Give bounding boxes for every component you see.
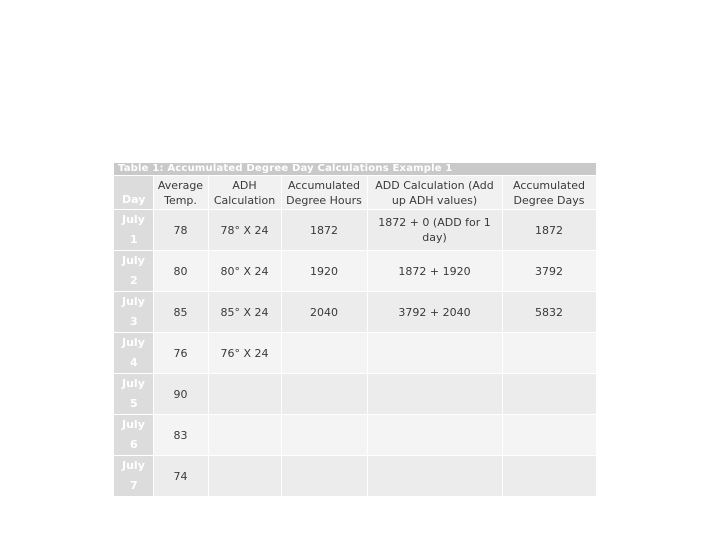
table-header-row: [114, 176, 596, 210]
day-number: 4: [130, 356, 138, 369]
table-row: [114, 210, 596, 251]
day-cell: [114, 415, 153, 456]
table-caption-row: [114, 163, 596, 176]
adh-calc-cell: [208, 415, 281, 456]
add-calc-cell: [367, 374, 502, 415]
avg-temp-cell: 83: [153, 415, 208, 456]
add-cell: [502, 415, 596, 456]
avg-temp-cell: 74: [153, 456, 208, 497]
add-calc-cell: [367, 333, 502, 374]
add-calc-cell: [367, 415, 502, 456]
day-cell: [114, 210, 153, 251]
avg-temp-cell: 90: [153, 374, 208, 415]
adh-calc-cell: 78° X 24: [208, 210, 281, 251]
day-number: 2: [130, 274, 138, 287]
day-month: July: [122, 213, 145, 226]
add-calc-cell: 3792 + 2040: [367, 292, 502, 333]
avg-temp-cell: 85: [153, 292, 208, 333]
adh-cell: [281, 333, 367, 374]
header-accumulated-degree-hours: Accumulated Degree Hours: [281, 176, 367, 210]
day-cell: [114, 333, 153, 374]
header-day: Day: [114, 176, 153, 210]
add-cell: [502, 333, 596, 374]
adh-cell: 1920: [281, 251, 367, 292]
header-accumulated-degree-days: Accumulated Degree Days: [502, 176, 596, 210]
table-row: [114, 456, 596, 497]
add-calc-cell: 1872 + 0 (ADD for 1 day): [367, 210, 502, 251]
adh-cell: 1872: [281, 210, 367, 251]
adh-cell: 2040: [281, 292, 367, 333]
day-number: 3: [130, 315, 138, 328]
degree-day-table: [114, 163, 597, 497]
table-row: [114, 374, 596, 415]
adh-cell: [281, 415, 367, 456]
adh-calc-cell: 76° X 24: [208, 333, 281, 374]
adh-calc-cell: [208, 374, 281, 415]
day-cell: [114, 251, 153, 292]
adh-calc-cell: 80° X 24: [208, 251, 281, 292]
table-row: [114, 333, 596, 374]
table-caption: Table 1: Accumulated Degree Day Calculations Example 1: [114, 163, 596, 176]
add-cell: [502, 456, 596, 497]
header-average-temp: Average Temp.: [153, 176, 208, 210]
day-month: July: [122, 295, 145, 308]
avg-temp-cell: 76: [153, 333, 208, 374]
add-cell: 1872: [502, 210, 596, 251]
add-cell: 5832: [502, 292, 596, 333]
day-cell: [114, 374, 153, 415]
avg-temp-cell: 78: [153, 210, 208, 251]
day-month: July: [122, 377, 145, 390]
day-number: 6: [130, 438, 138, 451]
table-row: [114, 292, 596, 333]
day-month: July: [122, 254, 145, 267]
add-calc-cell: [367, 456, 502, 497]
day-month: July: [122, 418, 145, 431]
day-month: July: [122, 459, 145, 472]
header-adh-calculation: ADH Calculation: [208, 176, 281, 210]
day-cell: [114, 456, 153, 497]
add-calc-cell: 1872 + 1920: [367, 251, 502, 292]
avg-temp-cell: 80: [153, 251, 208, 292]
adh-calc-cell: [208, 456, 281, 497]
table-row: [114, 415, 596, 456]
table-row: [114, 251, 596, 292]
day-number: 5: [130, 397, 138, 410]
add-cell: [502, 374, 596, 415]
header-add-calculation: ADD Calculation (Add up ADH values): [367, 176, 502, 210]
adh-cell: [281, 456, 367, 497]
day-number: 1: [130, 233, 138, 246]
day-number: 7: [130, 479, 138, 492]
day-month: July: [122, 336, 145, 349]
day-cell: [114, 292, 153, 333]
adh-calc-cell: 85° X 24: [208, 292, 281, 333]
adh-cell: [281, 374, 367, 415]
add-cell: 3792: [502, 251, 596, 292]
